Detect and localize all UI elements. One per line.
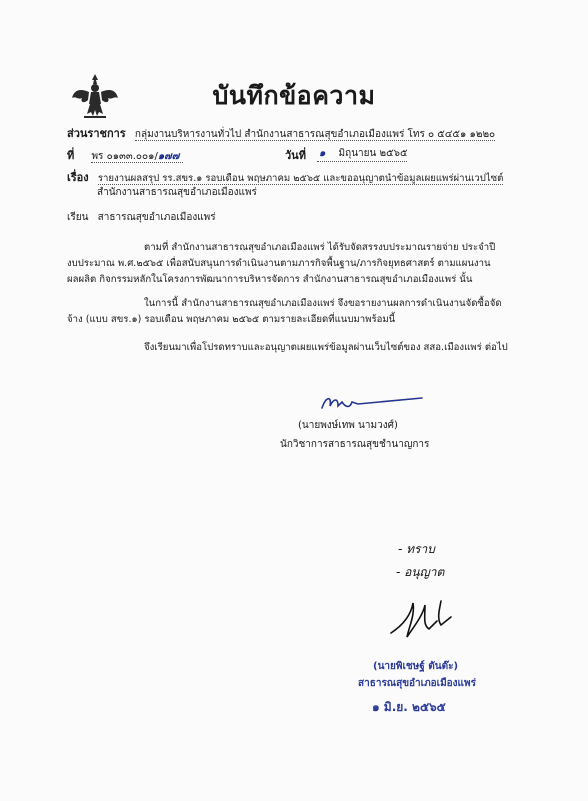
salutation-row — [67, 210, 216, 225]
department-row — [67, 124, 495, 142]
paragraph-2-line-2: จ้าง (แบบ สขร.๑) รอบเดือน พฤษภาคม ๒๕๖๕ ตามรายละเอียดที่แนบมาพร้อมนี้ — [67, 314, 396, 325]
signature-2-icon — [385, 585, 465, 645]
handwritten-note-acknowledged: - ทราบ — [398, 542, 435, 556]
stamp-position: สาธารณสุขอำเภอเมืองแพร่ — [358, 678, 476, 689]
subject-line-1: รายงานผลสรุป รร.สขร.๑ รอบเดือน พฤษภาคม ๒๕๖๕ และขออนุญาตนำข้อมูลเผยแพร่ผ่านเวปไซต์ — [97, 173, 504, 184]
signer-position: นักวิชาการสาธารณสุขชำนาญการ — [280, 439, 430, 450]
memo-title: บันทึกข้อความ — [212, 81, 376, 110]
paragraph-1-line-3: ผลผลิต กิจกรรมหลักในโครงการพัฒนาการบริหารจัดการ สำนักงานสาธารณสุขอำเภอเมืองแพร่ นั้น — [67, 274, 473, 285]
stamp-date: ๑ มิ.ย. ๒๕๖๕ — [372, 700, 446, 714]
department-label: ส่วนราชการ — [67, 127, 126, 140]
paragraph-1-line-1: ตามที่ สำนักงานสาธารณสุขอำเภอเมืองแพร่ ได้รับจัดสรรงบประมาณรายจ่าย ประจำปี — [144, 242, 496, 253]
salutation-value: สาธารณสุขอำเภอเมืองแพร่ — [97, 212, 216, 223]
paragraph-2 — [67, 296, 527, 328]
date-value: มิถุนายน ๒๕๖๕ — [338, 148, 408, 159]
handwritten-note-approved: - อนุญาต — [396, 565, 445, 579]
subject-label: เรื่อง — [67, 171, 89, 184]
subject-row — [67, 168, 503, 186]
paragraph-1-line-2: งบประมาณ พ.ศ.๒๕๖๕ เพื่อสนับสนุนการดำเนินงานตามภารกิจพื้นฐาน/ภารกิจยุทธศาสตร์ ตามแผนงาน — [67, 258, 491, 269]
reference-number-handwritten: ๑๗๗ — [157, 151, 180, 162]
paragraph-1 — [67, 240, 527, 288]
reference-row — [67, 146, 408, 164]
date-label: วันที่ — [285, 149, 306, 162]
reference-label: ที่ — [67, 149, 75, 162]
department-value: กลุ่มงานบริหารงานทั่วไป สำนักงานสาธารณสุขอำเภอเมืองแพร่ โทร ๐ ๕๔๕๑ ๑๒๒๐ — [134, 129, 496, 140]
paragraph-2-line-1: ในการนี้ สำนักงานสาธารณสุขอำเภอเมืองแพร่ จึงขอรายงานผลการดำเนินงานจัดซื้อจัด — [144, 298, 502, 309]
reference-value: พร ๐๑๓๓.๐๐๑/ — [91, 151, 158, 162]
subject-line-2: สำนักงานสาธารณสุขอำเภอเมืองแพร่ — [97, 187, 257, 198]
date-day-handwritten: ๑ — [319, 148, 326, 159]
stamp-name: (นายพิเชษฐ์ ตันต๊ะ) — [373, 661, 459, 672]
signer-name: (นายพงษ์เทพ นามวงศ์) — [298, 420, 398, 431]
paragraph-3 — [67, 340, 527, 356]
salutation-label: เรียน — [67, 212, 89, 223]
signature-1-icon — [318, 390, 428, 418]
paragraph-3-line-1: จึงเรียนมาเพื่อโปรดทราบและอนุญาตเผยแพร่ข้อมูลผ่านเว็บไซต์ของ สสอ.เมืองแพร่ ต่อไป — [144, 342, 508, 353]
